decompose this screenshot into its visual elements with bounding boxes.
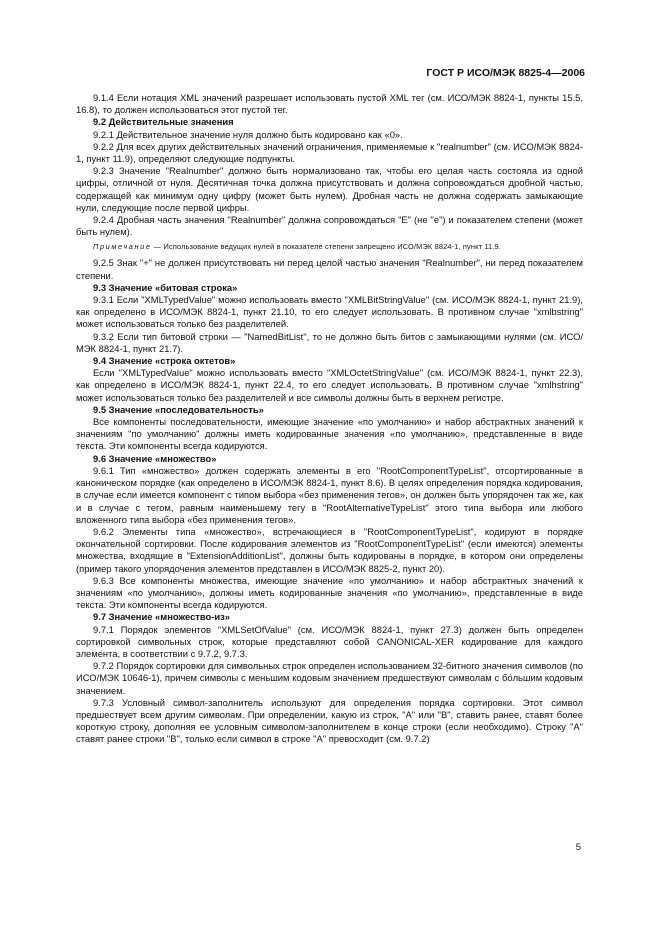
document-body: [76, 92, 583, 746]
paragraph-9-2-2: 9.2.2 Для всех других действительных значений ограничения, применяемые к "realnumber" (см. ИСО/МЭК 8824-1, пункт 11.9), определяют следующие подпункты.: [76, 140, 583, 165]
heading-9-7: 9.7 Значение «множество-из»: [93, 611, 231, 623]
paragraph-9-6-1: 9.6.1 Тип «множество» должен содержать элементы в его "RootComponentTypeList", отсортированные в каноническом порядке (как определено в ИСО/МЭК 8824-1, пункт 8.6). В целях определения порядка кодирования, в случае если имеется компонент с типом выбора «без применения тегов», он должен быть упорядочен так же, как и в случае с тегом, равным наименьшему тегу в "RootAlternativeTypeList" этого типа выбора или любого вложенного типа выбора «без применения тегов».: [76, 464, 583, 525]
paragraph-9-7-2: 9.7.2 Порядок сортировки для символьных строк определен использованием 32-битного значения символов (по ИСО/МЭК 10646-1), причем символы с меньшим кодовым значением предшествуют символам с бо́льшим кодовым значением.: [76, 660, 583, 696]
paragraph-9-3-1: 9.3.1 Если "XMLTypedValue" можно использовать вместо "XMLBitStringValue" (см. ИСО/МЭК 8824-1, пункт 21.9), как определено в ИСО/МЭК 8824-1, пункт 21.10, то его следует использовать. В противном случае "xmlbstring" может использоваться только без разделителей.: [76, 294, 583, 330]
note-text: — Использование ведущих нулей в показателе степени запрещено ИСО/МЭК 8824-1, пункт 11.9.: [153, 242, 501, 252]
note: [76, 242, 583, 252]
paragraph-9-6-2: 9.6.2 Элементы типа «множество», встречающиеся в "RootComponentTypeList", кодируют в порядке окончательной сортировки. После кодирования элементов из "RootComponentTypeList" (если имеются) элементы множества, входящие в "ExtensionAdditionList", должны быть кодированы в порядке, в котором они определены (пример такого упорядочения элементов представлен в ИСО/МЭК 8825-2, пункт 20).: [76, 525, 583, 574]
paragraph-9-7-1: 9.7.1 Порядок элементов "XMLSetOfValue" (см. ИСО/МЭК 8824-1, пункт 27.3) должен быть определен сортировкой символьных строк, которые представляют собой CANONICAL-XER кодирование для каждого элемента, в соответствии с 9.7.2, 9.7.3.: [76, 623, 583, 659]
document-header: ГОСТ Р ИСО/МЭК 8825-4—2006: [426, 67, 585, 79]
heading-9-4: 9.4 Значение «строка октетов»: [93, 355, 236, 367]
heading-9-2: 9.2 Действительные значения: [93, 116, 234, 128]
paragraph-9-5: Все компоненты последовательности, имеющие значение «по умолчанию» и набор абстрактных значений к значениям "по умолчанию" должны иметь кодированные значения «по умолчанию», представленные в виде текста. Эти компоненты всегда кодируются.: [76, 416, 583, 452]
page-number: 5: [575, 842, 581, 853]
paragraph-9-2-3: 9.2.3 Значение "Realnumber" должно быть нормализовано так, чтобы его целая часть состояла из одной цифры, отличной от нуля. Десятичная точка должна присутствовать и должна сопровождаться дробной частью, содержащей как минимум одну цифру (может быть нулем). Дробная часть не должна содержать замыкающие нули, следующие после первой цифры.: [76, 165, 583, 213]
paragraph-9-2-5: 9.2.5 Знак "+" не должен присутствовать ни перед целой частью значения "Realnumber", ни перед показателем степени.: [76, 257, 583, 281]
paragraph-9-2-1: 9.2.1 Действительное значение нуля должно быть кодировано как «0».: [93, 128, 403, 140]
heading-9-5: 9.5 Значение «последовательность»: [93, 403, 264, 415]
note-label: Примечание: [93, 242, 152, 252]
paragraph-9-6-3: 9.6.3 Все компоненты множества, имеющие значение «по умолчанию» и набор абстрактных значений к значениям «по умолчанию», должны иметь кодированные значения «по умолчанию», представленные в виде текста. Эти компоненты всегда кодируются.: [76, 574, 583, 611]
paragraph-9-2-4: 9.2.4 Дробная часть значения "Realnumber" должна сопровождаться "E" (не "e") и показателем степени (может быть нулем).: [76, 214, 583, 238]
paragraph-9-1-4: 9.1.4 Если нотация XML значений разрешает использовать пустой XML тег (см. ИСО/МЭК 8824-1, пункты 15.5, 16.8), то должен использоваться этот пустой тег.: [76, 92, 583, 116]
heading-9-3: 9.3 Значение «битовая строка»: [93, 281, 238, 293]
paragraph-9-3-2: 9.3.2 Если тип битовой строки — "NamedBitList", то не должно быть битов с замыкающими нулями (см. ИСО/МЭК 8824-1, пункт 21.7).: [76, 330, 583, 354]
paragraph-9-4: Если "XMLTypedValue" можно использовать вместо "XMLOctetStringValue" (см. ИСО/МЭК 8824-1, пункт 22.3), как определено в ИСО/МЭК 8824-1, пункт 22.4, то его следует использовать. В противном случае "xmlhstring" может использоваться только без разделителей и все символы должны быть в верхнем регистре.: [76, 367, 583, 403]
heading-9-6: 9.6 Значение «множество»: [93, 452, 217, 464]
paragraph-9-7-3: 9.7.3 Условный символ-заполнитель используют для определения порядка сортировки. Этот символ предшествует всем другим символам. При определении, какую из строк, "A" или "B", ставить ранее, ставят более короткую строку, дополняя ее условным символом-заполнителем в конце строки (если необходимо). Строку "A" ставят ранее строки "B", только если символ в строке "A" превосходит (см. 9.7.2): [76, 696, 583, 745]
